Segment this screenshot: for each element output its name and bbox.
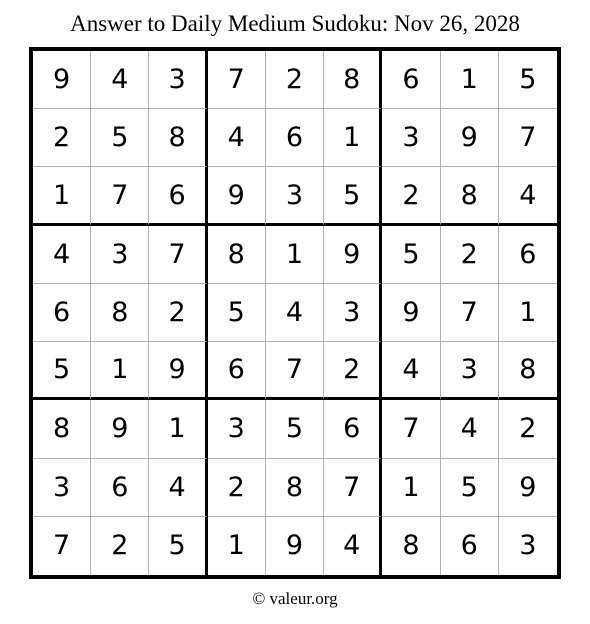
page-title: Answer to Daily Medium Sudoku: Nov 26, 2028 [70, 11, 520, 36]
sudoku-cell: 3 [208, 400, 266, 458]
sudoku-cell: 4 [441, 400, 499, 458]
sudoku-cell: 6 [499, 226, 557, 284]
sudoku-cell: 1 [266, 226, 324, 284]
sudoku-cell: 3 [33, 459, 91, 517]
sudoku-cell: 3 [91, 226, 149, 284]
sudoku-cell: 3 [324, 284, 382, 342]
sudoku-cell: 8 [324, 51, 382, 109]
sudoku-cell: 6 [441, 517, 499, 575]
sudoku-cell: 7 [266, 342, 324, 400]
sudoku-cell: 5 [441, 459, 499, 517]
sudoku-cell: 6 [149, 167, 207, 225]
sudoku-cell: 4 [324, 517, 382, 575]
sudoku-cell: 5 [266, 400, 324, 458]
sudoku-cell: 4 [499, 167, 557, 225]
sudoku-cell: 1 [149, 400, 207, 458]
sudoku-cell: 9 [441, 109, 499, 167]
sudoku-cell: 7 [382, 400, 440, 458]
sudoku-cell: 9 [382, 284, 440, 342]
sudoku-cell: 6 [324, 400, 382, 458]
sudoku-cell: 8 [266, 459, 324, 517]
sudoku-cell: 8 [149, 109, 207, 167]
sudoku-cell: 2 [33, 109, 91, 167]
sudoku-cell: 3 [266, 167, 324, 225]
sudoku-cell: 6 [208, 342, 266, 400]
sudoku-cell: 1 [324, 109, 382, 167]
sudoku-cell: 9 [324, 226, 382, 284]
sudoku-cell: 1 [382, 459, 440, 517]
sudoku-cell: 4 [33, 226, 91, 284]
sudoku-cell: 4 [382, 342, 440, 400]
sudoku-cell: 7 [441, 284, 499, 342]
sudoku-cell: 1 [33, 167, 91, 225]
sudoku-cell: 7 [33, 517, 91, 575]
sudoku-cell: 4 [91, 51, 149, 109]
copyright-footer: © valeur.org [252, 589, 338, 608]
sudoku-cell: 2 [149, 284, 207, 342]
sudoku-cell: 7 [499, 109, 557, 167]
sudoku-cell: 3 [519, 530, 537, 562]
sudoku-cell: 9 [91, 400, 149, 458]
sudoku-cell: 8 [441, 167, 499, 225]
sudoku-cell: 1 [208, 517, 266, 575]
sudoku-cell: 7 [208, 51, 266, 109]
sudoku-cell: 6 [91, 459, 149, 517]
sudoku-cell: 7 [324, 459, 382, 517]
sudoku-cell: 5 [324, 167, 382, 225]
sudoku-cell: 4 [266, 284, 324, 342]
sudoku-cell: 8 [382, 517, 440, 575]
sudoku-cell: 5 [91, 109, 149, 167]
sudoku-cell: 2 [91, 517, 149, 575]
sudoku-cell: 2 [499, 400, 557, 458]
sudoku-cell: 2 [324, 342, 382, 400]
sudoku-cell: 3 [441, 342, 499, 400]
sudoku-cell: 6 [266, 109, 324, 167]
sudoku-cell: 2 [208, 459, 266, 517]
sudoku-cell: 8 [208, 226, 266, 284]
sudoku-cell: 1 [441, 51, 499, 109]
sudoku-cell: 4 [208, 109, 266, 167]
sudoku-cell: 5 [499, 51, 557, 109]
sudoku-cell: 9 [33, 51, 91, 109]
sudoku-cell: 7 [91, 167, 149, 225]
sudoku-cell: 9 [208, 167, 266, 225]
sudoku-cell: 7 [149, 226, 207, 284]
sudoku-cell: 5 [208, 284, 266, 342]
sudoku-cell: 1 [91, 342, 149, 400]
sudoku-cell: 3 [382, 109, 440, 167]
sudoku-cell: 8 [91, 284, 149, 342]
sudoku-cell: 5 [382, 226, 440, 284]
sudoku-cell: 8 [499, 342, 557, 400]
sudoku-cell: 2 [441, 226, 499, 284]
sudoku-cell: 9 [266, 517, 324, 575]
sudoku-cell: 5 [149, 517, 207, 575]
sudoku-cell: 9 [499, 459, 557, 517]
sudoku-cell: 2 [266, 51, 324, 109]
sudoku-cell: 2 [382, 167, 440, 225]
sudoku-cell: 8 [33, 400, 91, 458]
sudoku-cell: 9 [149, 342, 207, 400]
sudoku-cell: 6 [382, 51, 440, 109]
sudoku-cell: 1 [499, 284, 557, 342]
sudoku-cell: 3 [149, 51, 207, 109]
sudoku-cell: 6 [33, 284, 91, 342]
sudoku-cell: 4 [149, 459, 207, 517]
sudoku-cell: 5 [33, 342, 91, 400]
sudoku-board [29, 47, 561, 579]
